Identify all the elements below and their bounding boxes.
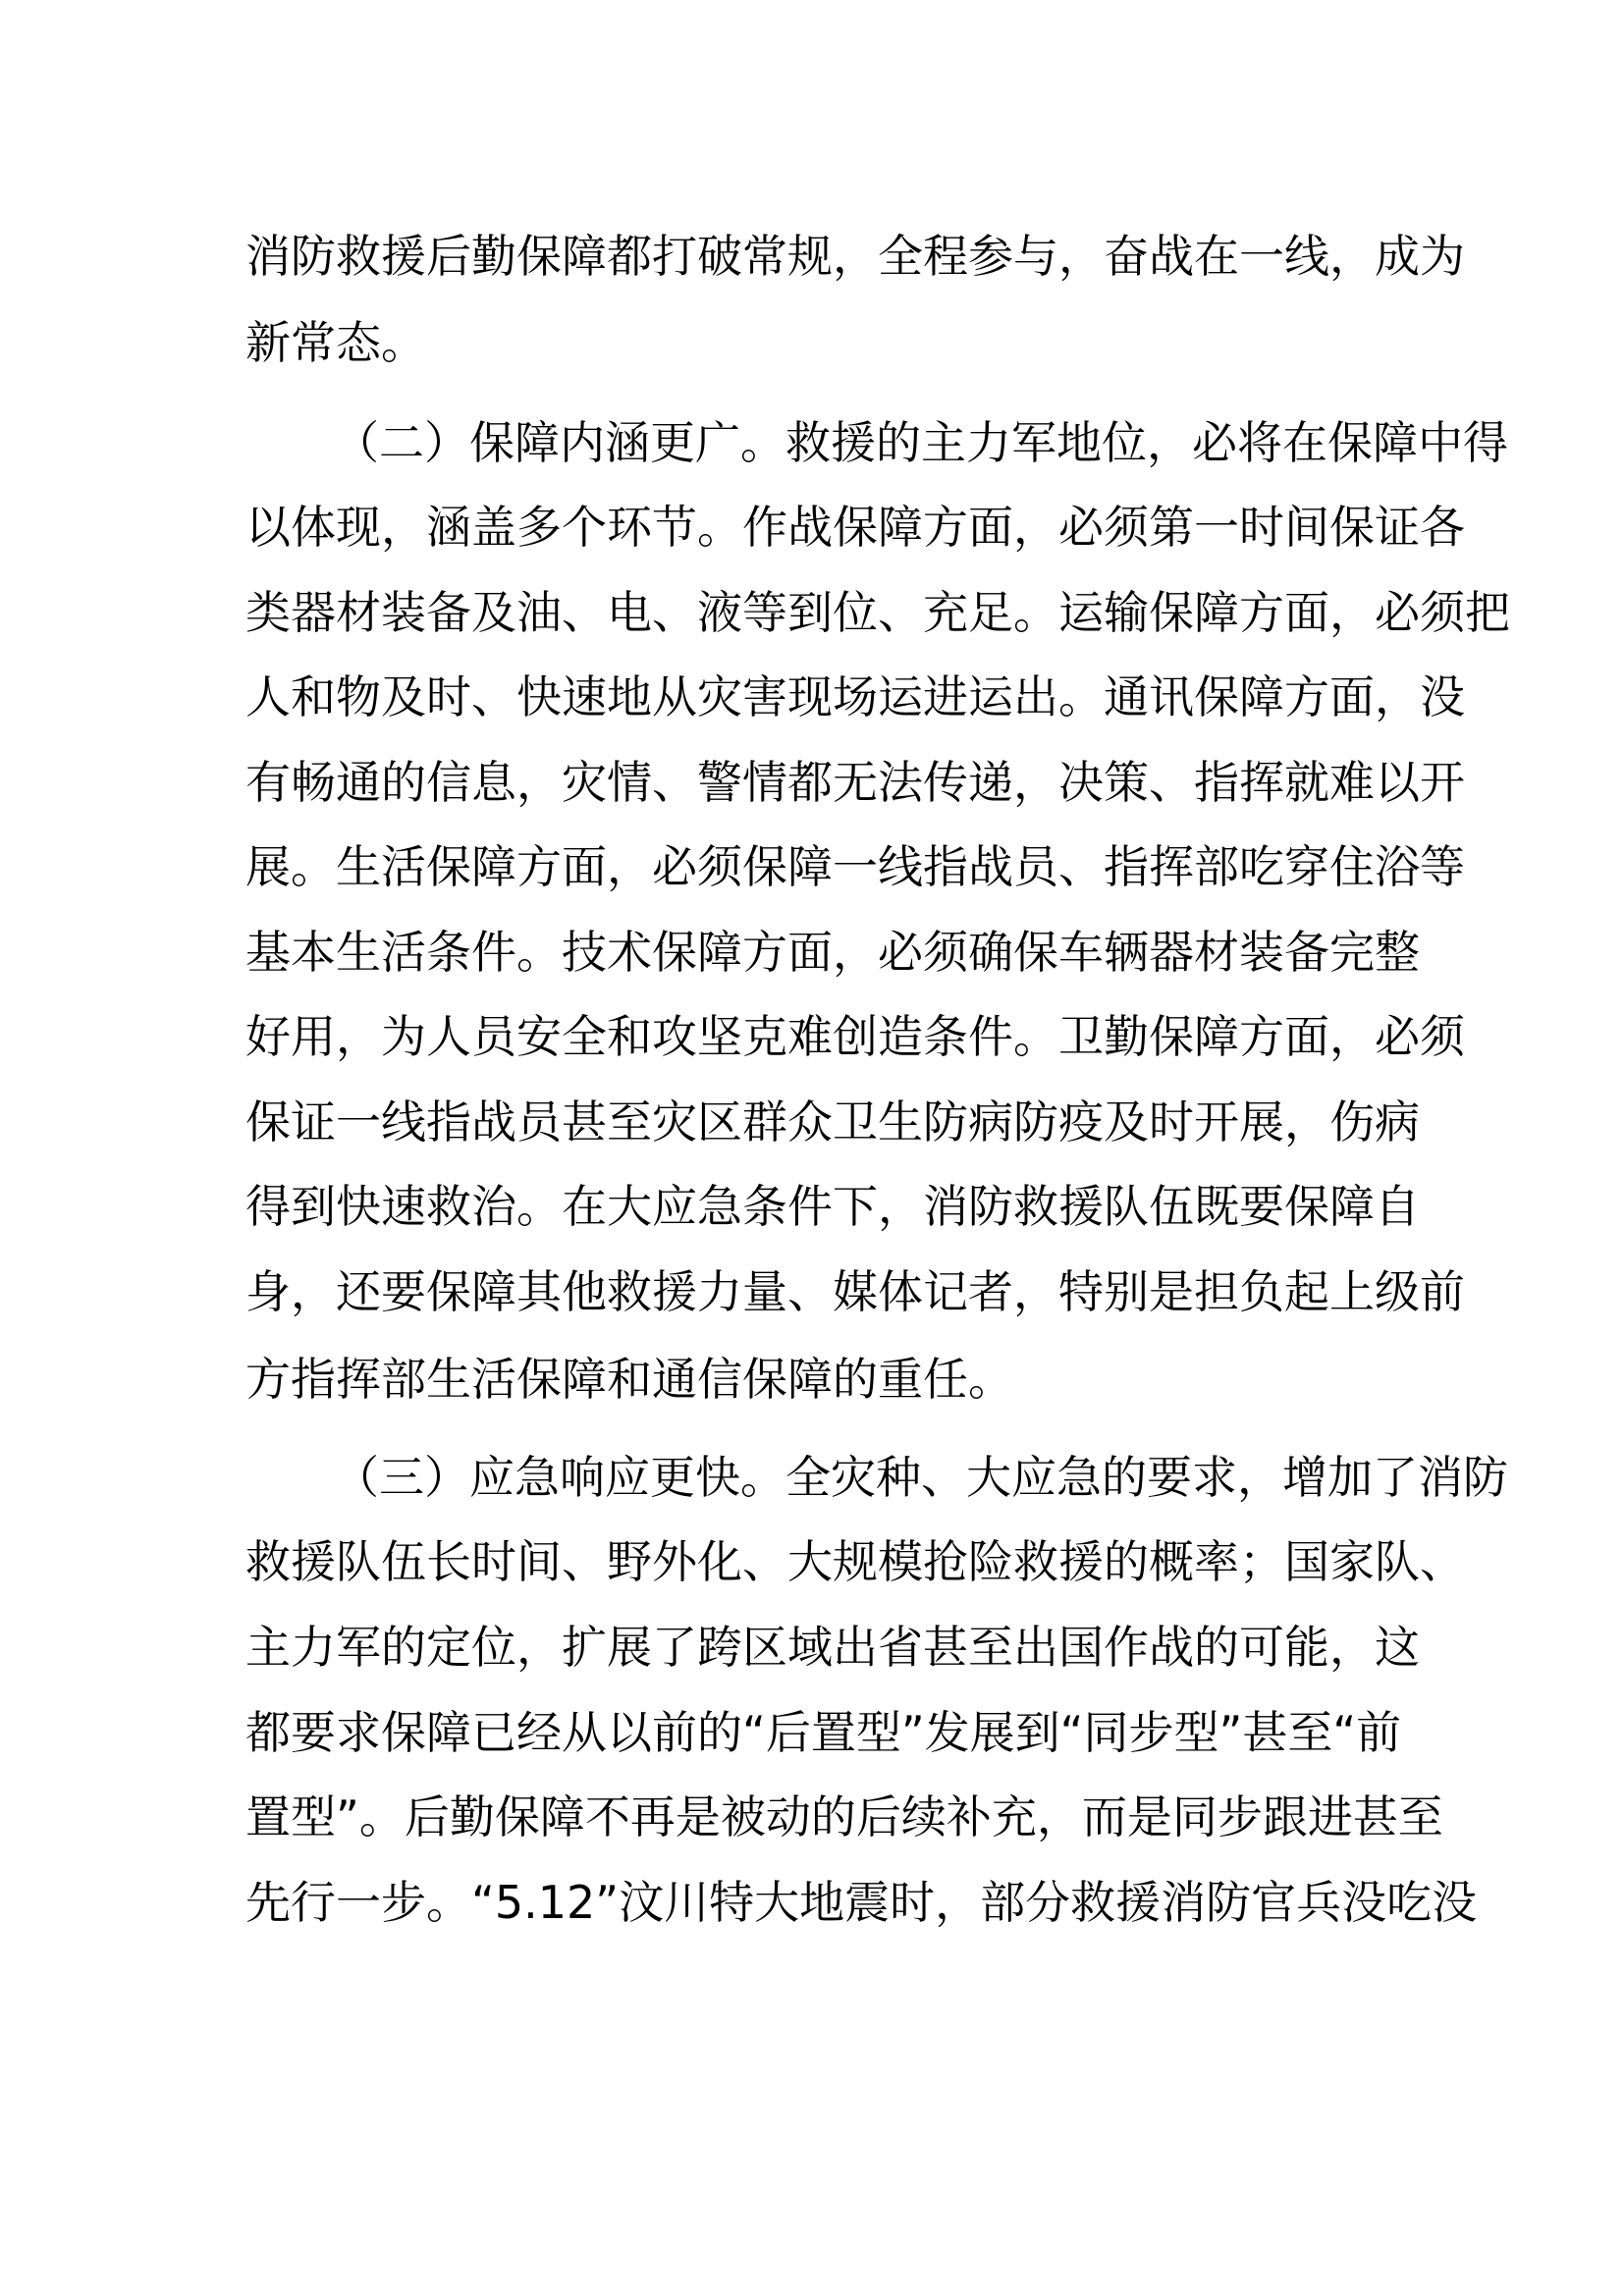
text-line: 类器材装备及油、电、液等到位、充足。运输保障方面，必须把 xyxy=(245,586,1510,639)
text-line: 人和物及时、快速地从灾害现场运进运出。通讯保障方面，没 xyxy=(245,670,1465,723)
text-line: 基本生活条件。技术保障方面，必须确保车辆器材装备完整 xyxy=(245,926,1420,979)
text-line: 消防救援后勤保障都打破常规，全程参与，奋战在一线，成为 xyxy=(245,230,1465,283)
text-line: 保证一线指战员甚至灾区群众卫生防病防疫及时开展，伤病 xyxy=(245,1095,1420,1148)
section-heading-line: （三）应急响应更快。全灾种、大应急的要求，增加了消防 xyxy=(334,1451,1508,1504)
text-line: 以体现，涵盖多个环节。作战保障方面，必须第一时间保证各 xyxy=(245,501,1465,554)
text-line: 新常态。 xyxy=(245,316,426,369)
text-line: 有畅通的信息，灾情、警情都无法传递，决策、指挥就难以开 xyxy=(245,756,1465,809)
text-line: 好用，为人员安全和攻坚克难创造条件。卫勤保障方面，必须 xyxy=(245,1010,1465,1063)
text-line: 得到快速救治。在大应急条件下，消防救援队伍既要保障自 xyxy=(245,1180,1420,1233)
text-line: 方指挥部生活保障和通信保障的重任。 xyxy=(245,1353,1013,1406)
text-line: 先行一步。“5.12”汶川特大地震时，部分救援消防官兵没吃没 xyxy=(245,1876,1478,1929)
section-heading-line: （二）保障内涵更广。救援的主力军地位，必将在保障中得 xyxy=(334,416,1508,469)
text-line: 救援队伍长时间、野外化、大规模抢险救援的概率；国家队、 xyxy=(245,1535,1465,1588)
text-line: 置型”。后勤保障不再是被动的后续补充，而是同步跟进甚至 xyxy=(245,1790,1443,1843)
text-line: 主力军的定位，扩展了跨区域出省甚至出国作战的可能，这 xyxy=(245,1621,1420,1674)
text-line: 都要求保障已经从以前的“后置型”发展到“同步型”甚至“前 xyxy=(245,1706,1402,1759)
text-line: 展。生活保障方面，必须保障一线指战员、指挥部吃穿住浴等 xyxy=(245,840,1465,893)
text-line: 身，还要保障其他救援力量、媒体记者，特别是担负起上级前 xyxy=(245,1265,1465,1318)
